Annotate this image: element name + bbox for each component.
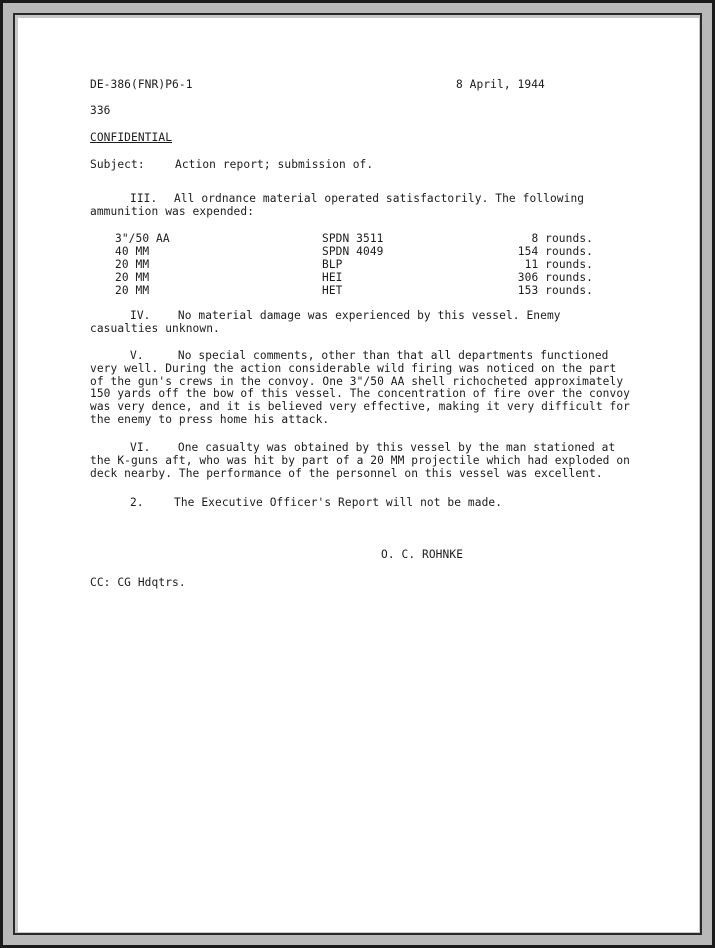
carbon-copy-line: CC: CG Hdqtrs. <box>90 576 186 589</box>
ammunition-row <box>18 245 699 258</box>
ammunition-rounds: 11 rounds. <box>524 258 593 271</box>
ammunition-type: HET <box>322 284 343 297</box>
ammunition-caliber: 20 MM <box>115 284 150 297</box>
ammunition-caliber: 20 MM <box>115 258 150 271</box>
ammunition-rounds: 306 rounds. <box>517 271 593 284</box>
ammunition-type: SPDN 4049 <box>322 245 384 258</box>
file-reference: DE-386(FNR)P6-1 <box>90 78 193 91</box>
serial-number: 336 <box>90 104 111 117</box>
ammunition-caliber: 3"/50 AA <box>115 232 170 245</box>
ammunition-caliber: 20 MM <box>115 271 150 284</box>
ammunition-rounds: 8 rounds. <box>531 232 593 245</box>
ammunition-type: SPDN 3511 <box>322 232 384 245</box>
paragraph-iv-text: No material damage was experienced by this vessel. Enemy casualties unknown. <box>90 309 561 335</box>
paragraph-vi-text: One casualty was obtained by this vessel by the man stationed at the K-guns aft, who was hit by part of a 20 MM projectile which had exploded on deck nearby. The performance of the personnel on this vessel was excellent. <box>90 441 630 480</box>
ammunition-row <box>18 232 699 245</box>
paragraph-v-text: No special comments, other than that all departments functioned very well. During the action considerable wild firing was noticed on the part of the gun's crews in the convoy. One 3"/50 AA shell richocheted approximately 150 yards off the bow of this vessel. The concentration of fire over the convoy was very dence, and it is believed very effective, making it very difficult for the enemy to press home his attack. <box>90 349 630 426</box>
paragraph-2-text: The Executive Officer's Report will not be made. <box>174 496 503 509</box>
paragraph-2-number: 2. <box>130 496 144 509</box>
ammunition-row <box>18 258 699 271</box>
paragraph-iii-line-1: All ordnance material operated satisfactorily. The following <box>174 192 585 205</box>
ammunition-rounds: 153 rounds. <box>517 284 593 297</box>
ammunition-row <box>18 271 699 284</box>
paragraph-iii-number: III. <box>130 192 158 205</box>
document-page <box>18 18 699 932</box>
paragraph-vi <box>90 442 630 480</box>
paragraph-iv <box>90 310 630 336</box>
paragraph-vi-number: VI. <box>130 441 151 454</box>
classification-marking: CONFIDENTIAL <box>90 131 173 144</box>
subject-text: Action report; submission of. <box>175 158 374 171</box>
subject-label: Subject: <box>90 158 145 171</box>
signature-name: O. C. ROHNKE <box>381 548 464 561</box>
paragraph-iii-line-2: ammunition was expended: <box>90 205 255 218</box>
paragraph-v-number: V. <box>130 349 144 362</box>
document-date: 8 April, 1944 <box>456 78 545 91</box>
paragraph-iv-number: IV. <box>130 309 151 322</box>
ammunition-type: BLP <box>322 258 343 271</box>
paragraph-v <box>90 350 630 427</box>
ammunition-type: HEI <box>322 271 343 284</box>
ammunition-caliber: 40 MM <box>115 245 150 258</box>
ammunition-row <box>18 284 699 297</box>
ammunition-rounds: 154 rounds. <box>517 245 593 258</box>
